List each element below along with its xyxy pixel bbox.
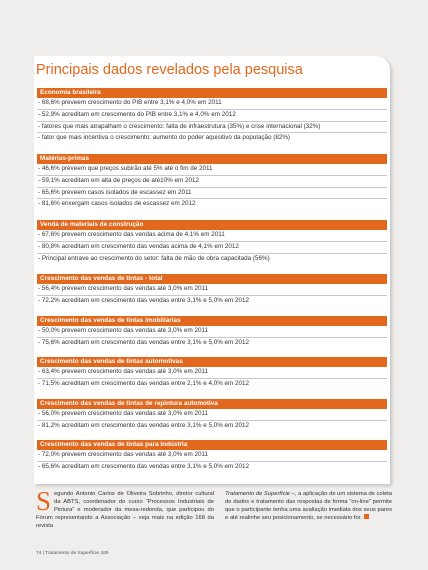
drop-cap: S: [36, 486, 52, 516]
section-materiais-construcao: [37, 220, 387, 264]
section-tintas-total: [37, 274, 387, 307]
section-repintura-automotiva: [37, 399, 387, 432]
list-item: - 81,2% acreditam em crescimento das vendas entre 3,1% e 5,0% em 2012: [38, 421, 250, 429]
section-header: Economia brasileira: [37, 88, 387, 98]
article-text-2: –, a aplicação de um sistema de coleta de dados e tratamento das respostas de forma “on-line” permite que o participante tenha uma avaliação imediata dos seus pares e até realinhe seu posicionamento, se necessário for.: [225, 491, 393, 522]
list-item: - 50,0% preveem crescimento das vendas até 3,0% em 2011: [37, 326, 387, 338]
list-item: - 59,1% acreditam em alta de preços de até10% em 2012: [37, 176, 387, 188]
list-item: - 63,4% preveem crescimento das vendas até 3,0% em 2011: [37, 367, 387, 379]
list-item: - 67,6% preveem crescimento das vendas acima de 4,1% em 2011: [37, 230, 387, 242]
section-materias-primas: [37, 154, 387, 210]
article-text-1: egundo Antonio Carlos de Oliveira Sobrinho, diretor cultural da ABTS, coordenador do curso “Processos Industriais de Pintura” e moderador da mesa-redonda, que participou do Fórum representando a Associação – veja mais na edição 168 da revista: [36, 491, 214, 530]
list-item: - 68,6% preveem crescimento do PIB entre 3,1% e 4,0% em 2011: [37, 98, 387, 110]
list-item: - 75,6% acreditam em crescimento das vendas entre 3,1% e 5,0% em 2012: [38, 338, 250, 346]
panel-title: Principais dados revelados pela pesquisa: [36, 62, 303, 78]
list-item: - 56,0% preveem crescimento das vendas até 3,0% em 2011: [37, 409, 387, 421]
section-header: Crescimento das vendas de tintas de repintura automotiva: [37, 399, 387, 409]
list-item: - Principal entrave ao crescimento do setor: falta de mão de obra capacitada (56%): [38, 254, 270, 262]
section-header: Matérias-primas: [37, 154, 387, 164]
section-tintas-imobiliarias: [37, 316, 387, 349]
list-item: - 80,8% acreditam em crescimento das vendas acima de 4,1% em 2012: [37, 242, 387, 254]
article-column-2: [225, 490, 392, 522]
page-footer: 74 | Tratamento de Superfície 169: [36, 551, 109, 556]
list-item: - 46,6% preveem que preços subirão até 5% até o fim de 2011: [37, 164, 387, 176]
magazine-title: Tratamento de Superfície: [225, 491, 291, 497]
section-header: Crescimento das vendas de tintas para indústria: [37, 440, 387, 450]
section-tintas-automotivas: [37, 357, 387, 390]
section-tintas-industria: [37, 440, 387, 473]
section-header: Crescimento das vendas de tintas automotivas: [37, 357, 387, 367]
list-item: - 72,0% preveem crescimento das vendas até 3,0% em 2011: [37, 450, 387, 462]
list-item: - 71,5% acreditam em crescimento das vendas entre 2,1% e 4,0% em 2012: [38, 379, 250, 387]
list-item: - 72,2% acreditam em crescimento das vendas entre 3,1% e 5,0% em 2012: [38, 296, 250, 304]
article-column-1: [36, 486, 214, 530]
list-item: - 52,9% acreditam em crescimento do PIB entre 3,1% e 4,0% em 2012: [37, 110, 387, 122]
list-item: - fator que mais incentiva o crescimento: aumento do poder aquisitivo da população (82%): [38, 134, 291, 142]
section-header: Venda de materiais de construção: [37, 220, 387, 230]
section-header: Crescimento das vendas de tintas - total: [37, 274, 387, 284]
list-item: - 81,6% enxergam casos isolados de escassez em 2012: [38, 200, 196, 208]
list-item: - fatores que mais atrapalham o crescimento: falta de infraestrutura (35%) e crise internacional (32%): [37, 122, 387, 134]
list-item: - 65,6% preveem casos isolados de escassez em 2011: [37, 188, 387, 200]
section-economia: [37, 88, 387, 144]
list-item: - 65,6% acreditam em crescimento das vendas entre 3,1% e 5,0% em 2012: [38, 462, 250, 470]
end-mark-icon: [364, 514, 369, 519]
section-header: Crescimento das vendas de tintas imobiliárias: [37, 316, 387, 326]
list-item: - 56,4% preveem crescimento das vendas até 3,0% em 2011: [37, 284, 387, 296]
